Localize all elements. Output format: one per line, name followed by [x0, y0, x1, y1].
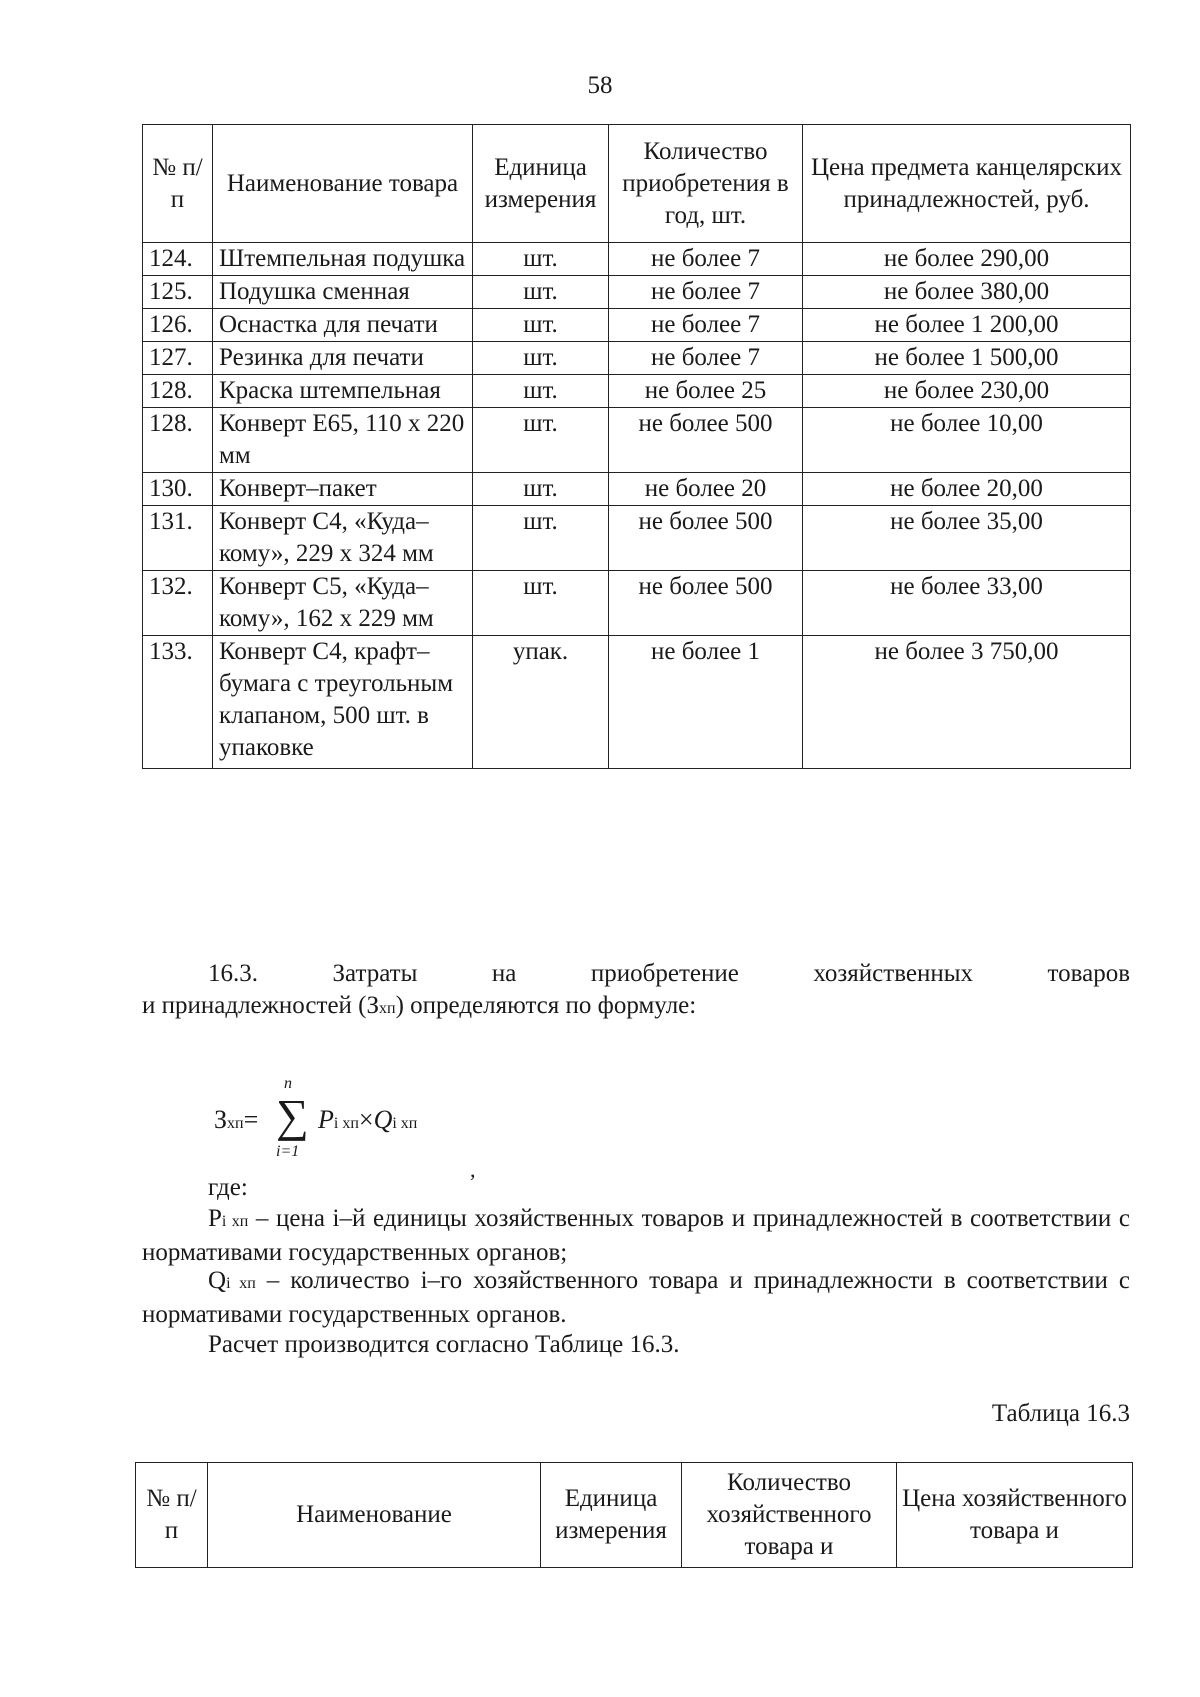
row-unit: шт. [473, 243, 609, 276]
p-definition: Pi хп – цена i–й единицы хозяйственных товаров и принадлежностей в соответствии с нормативами государственных органов; [142, 1205, 1130, 1266]
household-goods-table [135, 1462, 1133, 1568]
row-unit: шт. [473, 473, 609, 506]
table-row [143, 506, 1131, 571]
formula-upper-limit: n [284, 1075, 292, 1092]
table-row [143, 375, 1131, 408]
row-unit: упак. [473, 636, 609, 769]
row-unit: шт. [473, 571, 609, 636]
header-price: Цена хозяйственного товара и [897, 1463, 1133, 1568]
row-name: Конверт Е65, 110 х 220 мм [213, 408, 473, 473]
header-num: № п/п [143, 125, 213, 243]
section-intro-line1: 16.3. Затраты на приобретение хозяйственных товаров [208, 960, 1130, 987]
row-num: 133. [143, 636, 213, 769]
row-name: Краска штемпельная [213, 375, 473, 408]
row-qty: не более 500 [609, 408, 803, 473]
page-number: 58 [587, 72, 613, 99]
formula-comma: , [470, 1157, 476, 1182]
row-qty: не более 1 [609, 636, 803, 769]
row-price: не более 3 750,00 [803, 636, 1131, 769]
row-name: Подушка сменная [213, 276, 473, 309]
formula-rhs: Pi хп×Qi хп [318, 1105, 418, 1134]
table-row [143, 473, 1131, 506]
row-num: 128. [143, 375, 213, 408]
where-label: где: [208, 1174, 248, 1201]
table-caption: Таблица 16.3 [991, 1400, 1130, 1427]
formula-lower-limit: i=1 [276, 1143, 300, 1160]
row-unit: шт. [473, 408, 609, 473]
row-qty: не более 25 [609, 375, 803, 408]
row-num: 130. [143, 473, 213, 506]
row-qty: не более 7 [609, 276, 803, 309]
row-name: Конверт С4, «Куда–кому», 229 х 324 мм [213, 506, 473, 571]
table-header-row [136, 1463, 1133, 1568]
header-price: Цена предмета канцелярских принадлежностей, руб. [803, 125, 1131, 243]
row-name: Резинка для печати [213, 342, 473, 375]
row-qty: не более 7 [609, 342, 803, 375]
row-unit: шт. [473, 342, 609, 375]
row-qty: не более 500 [609, 571, 803, 636]
header-qty: Количество хозяйственного товара и [682, 1463, 897, 1568]
row-price: не более 1 200,00 [803, 309, 1131, 342]
row-num: 127. [143, 342, 213, 375]
header-name: Наименование товара [213, 125, 473, 243]
row-num: 128. [143, 408, 213, 473]
row-price: не более 230,00 [803, 375, 1131, 408]
row-price: не более 10,00 [803, 408, 1131, 473]
row-qty: не более 20 [609, 473, 803, 506]
row-num: 131. [143, 506, 213, 571]
row-num: 124. [143, 243, 213, 276]
header-num: № п/п [136, 1463, 208, 1568]
row-num: 126. [143, 309, 213, 342]
table-row [143, 636, 1131, 769]
row-qty: не более 500 [609, 506, 803, 571]
row-name: Конверт С5, «Куда–кому», 162 х 229 мм [213, 571, 473, 636]
row-price: не более 33,00 [803, 571, 1131, 636]
row-num: 132. [143, 571, 213, 636]
section-intro-line2: и принадлежностей (Зхп) определяются по формуле: [142, 992, 697, 1019]
stationery-table [142, 124, 1131, 769]
sigma-icon: ∑ [276, 1090, 309, 1141]
formula-lhs: Зхп= [214, 1105, 259, 1134]
row-name: Оснастка для печати [213, 309, 473, 342]
q-definition: Qi хп – количество i–го хозяйственного товара и принадлежности в соответствии с нормативами государственных органов. [142, 1267, 1130, 1328]
row-price: не более 35,00 [803, 506, 1131, 571]
header-unit: Единица измерения [473, 125, 609, 243]
table-row [143, 276, 1131, 309]
row-price: не более 1 500,00 [803, 342, 1131, 375]
row-price: не более 380,00 [803, 276, 1131, 309]
header-unit: Единица измерения [541, 1463, 682, 1568]
header-qty: Количество приобретения в год, шт. [609, 125, 803, 243]
row-unit: шт. [473, 276, 609, 309]
table-row [143, 243, 1131, 276]
row-name: Конверт–пакет [213, 473, 473, 506]
row-price: не более 290,00 [803, 243, 1131, 276]
row-name: Штемпельная подушка [213, 243, 473, 276]
table-row [143, 342, 1131, 375]
table-header-row [143, 125, 1131, 243]
header-name: Наименование [208, 1463, 541, 1568]
table-body [143, 243, 1131, 769]
row-unit: шт. [473, 506, 609, 571]
row-unit: шт. [473, 375, 609, 408]
row-qty: не более 7 [609, 243, 803, 276]
cost-formula [214, 1075, 614, 1182]
table-row [143, 309, 1131, 342]
row-name: Конверт С4, крафт–бумага с треугольным клапаном, 500 шт. в упаковке [213, 636, 473, 769]
row-num: 125. [143, 276, 213, 309]
row-qty: не более 7 [609, 309, 803, 342]
table-row [143, 571, 1131, 636]
calc-note: Расчет производится согласно Таблице 16.3. [208, 1331, 680, 1358]
table-row [143, 408, 1131, 473]
row-unit: шт. [473, 309, 609, 342]
row-price: не более 20,00 [803, 473, 1131, 506]
